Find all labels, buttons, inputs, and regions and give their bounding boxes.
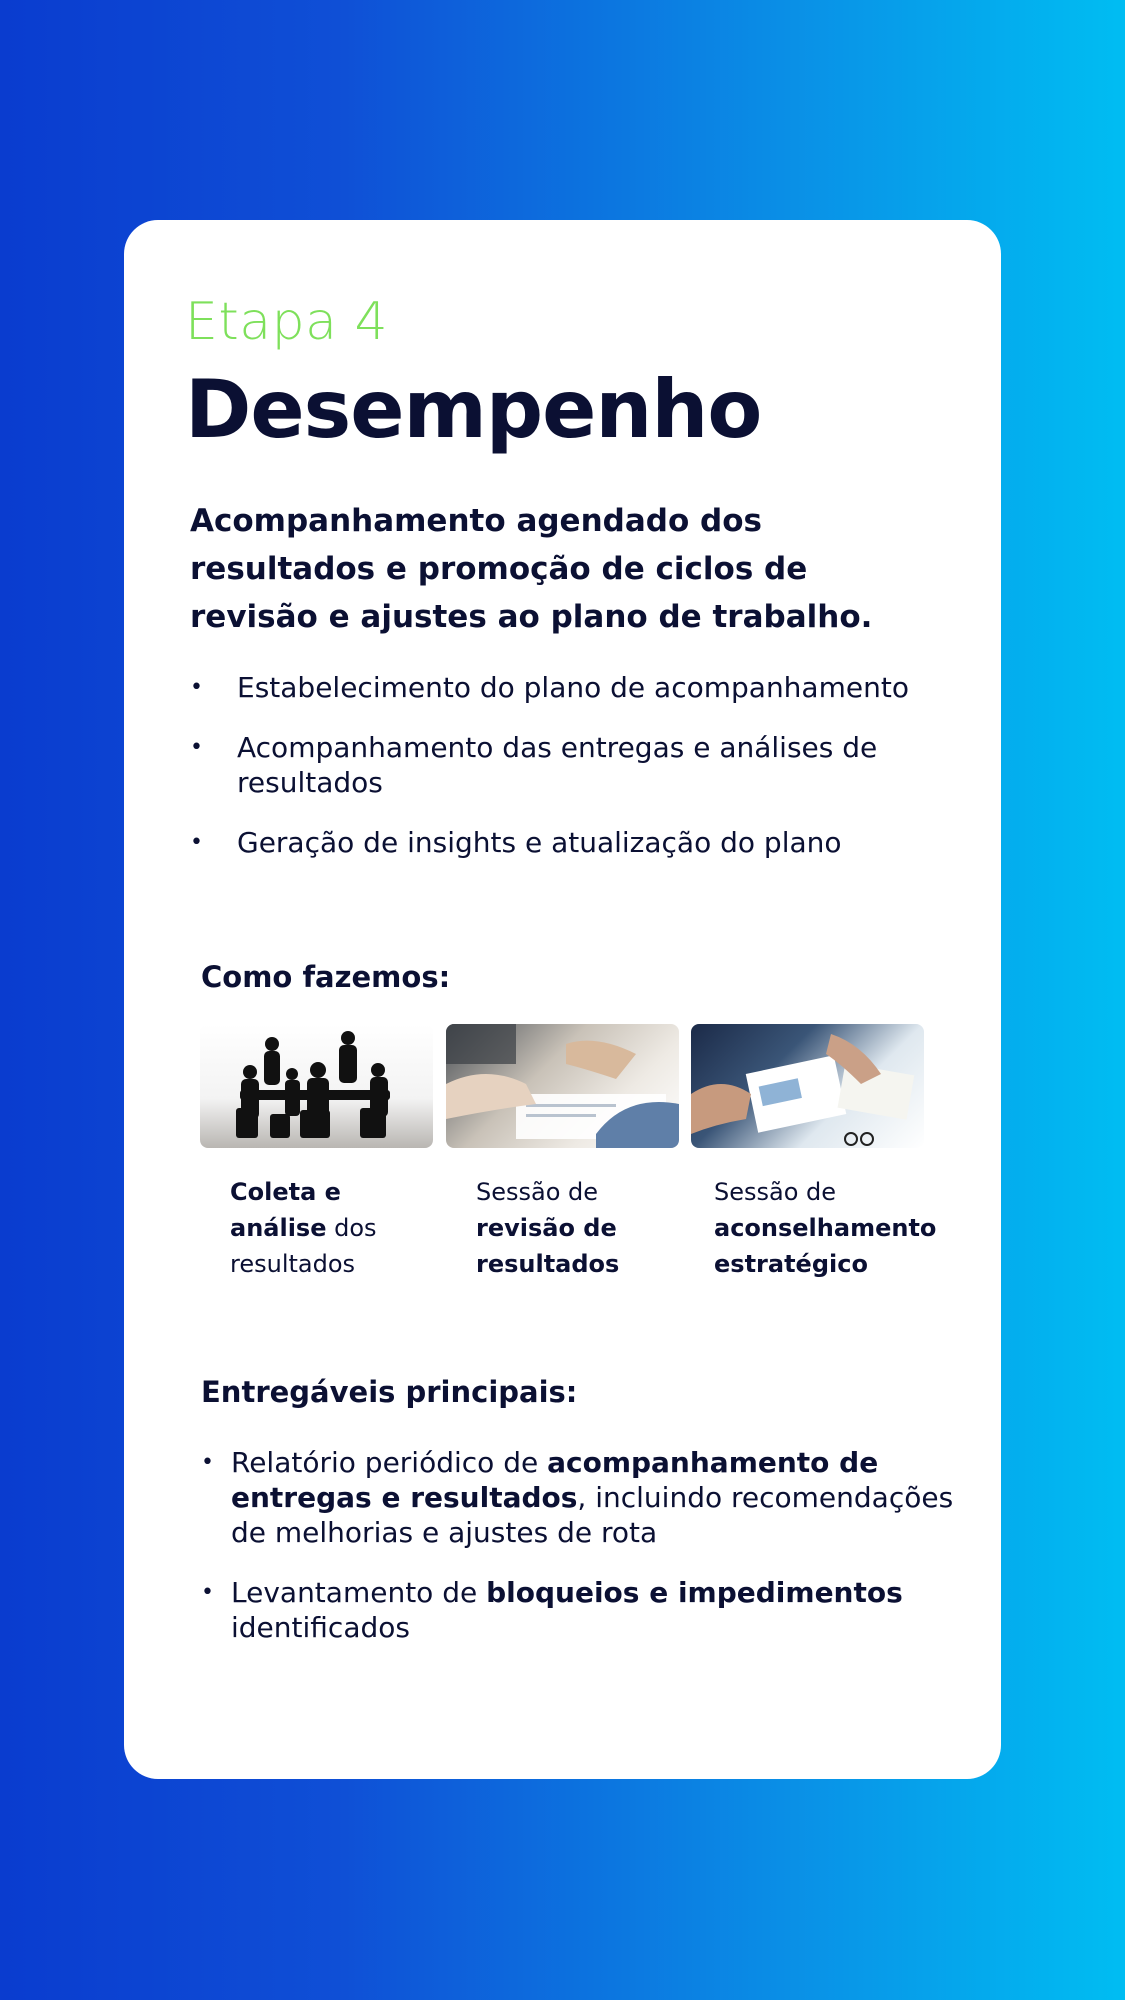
lead-text: Acompanhamento agendado dos resultados e promoção de ciclos de revisão e ajustes ao plano de trabalho. <box>190 503 873 635</box>
deliverables-section-title: Entregáveis principais: <box>201 1375 578 1409</box>
content-card <box>124 220 1001 1779</box>
objectives-list <box>190 670 950 885</box>
document-review-image <box>446 1024 679 1148</box>
list-item: • Acompanhamento das entregas e análises de resultados <box>190 730 950 800</box>
step-label: Etapa 4 <box>185 292 389 352</box>
how-section-title: Como fazemos: <box>201 960 451 994</box>
list-item: • Estabelecimento do plano de acompanhamento <box>190 670 950 705</box>
caption-review-session: Sessão de revisão de resultados <box>476 1178 620 1278</box>
list-item: • Levantamento de bloqueios e impedimentos identificados <box>201 1575 961 1645</box>
page-title: Desempenho <box>185 363 762 456</box>
strategy-advice-image <box>691 1024 924 1148</box>
caption-collect-analysis: Coleta e análise dos resultados <box>230 1178 377 1278</box>
caption-advice-session: Sessão de aconselhamento estratégico <box>714 1178 937 1278</box>
deliverables-list <box>201 1445 961 1670</box>
meeting-silhouette-image <box>200 1024 433 1148</box>
list-item: • Geração de insights e atualização do plano <box>190 825 950 860</box>
list-item: • Relatório periódico de acompanhamento de entregas e resultados, incluindo recomendações de melhorias e ajustes de rota <box>201 1445 961 1550</box>
